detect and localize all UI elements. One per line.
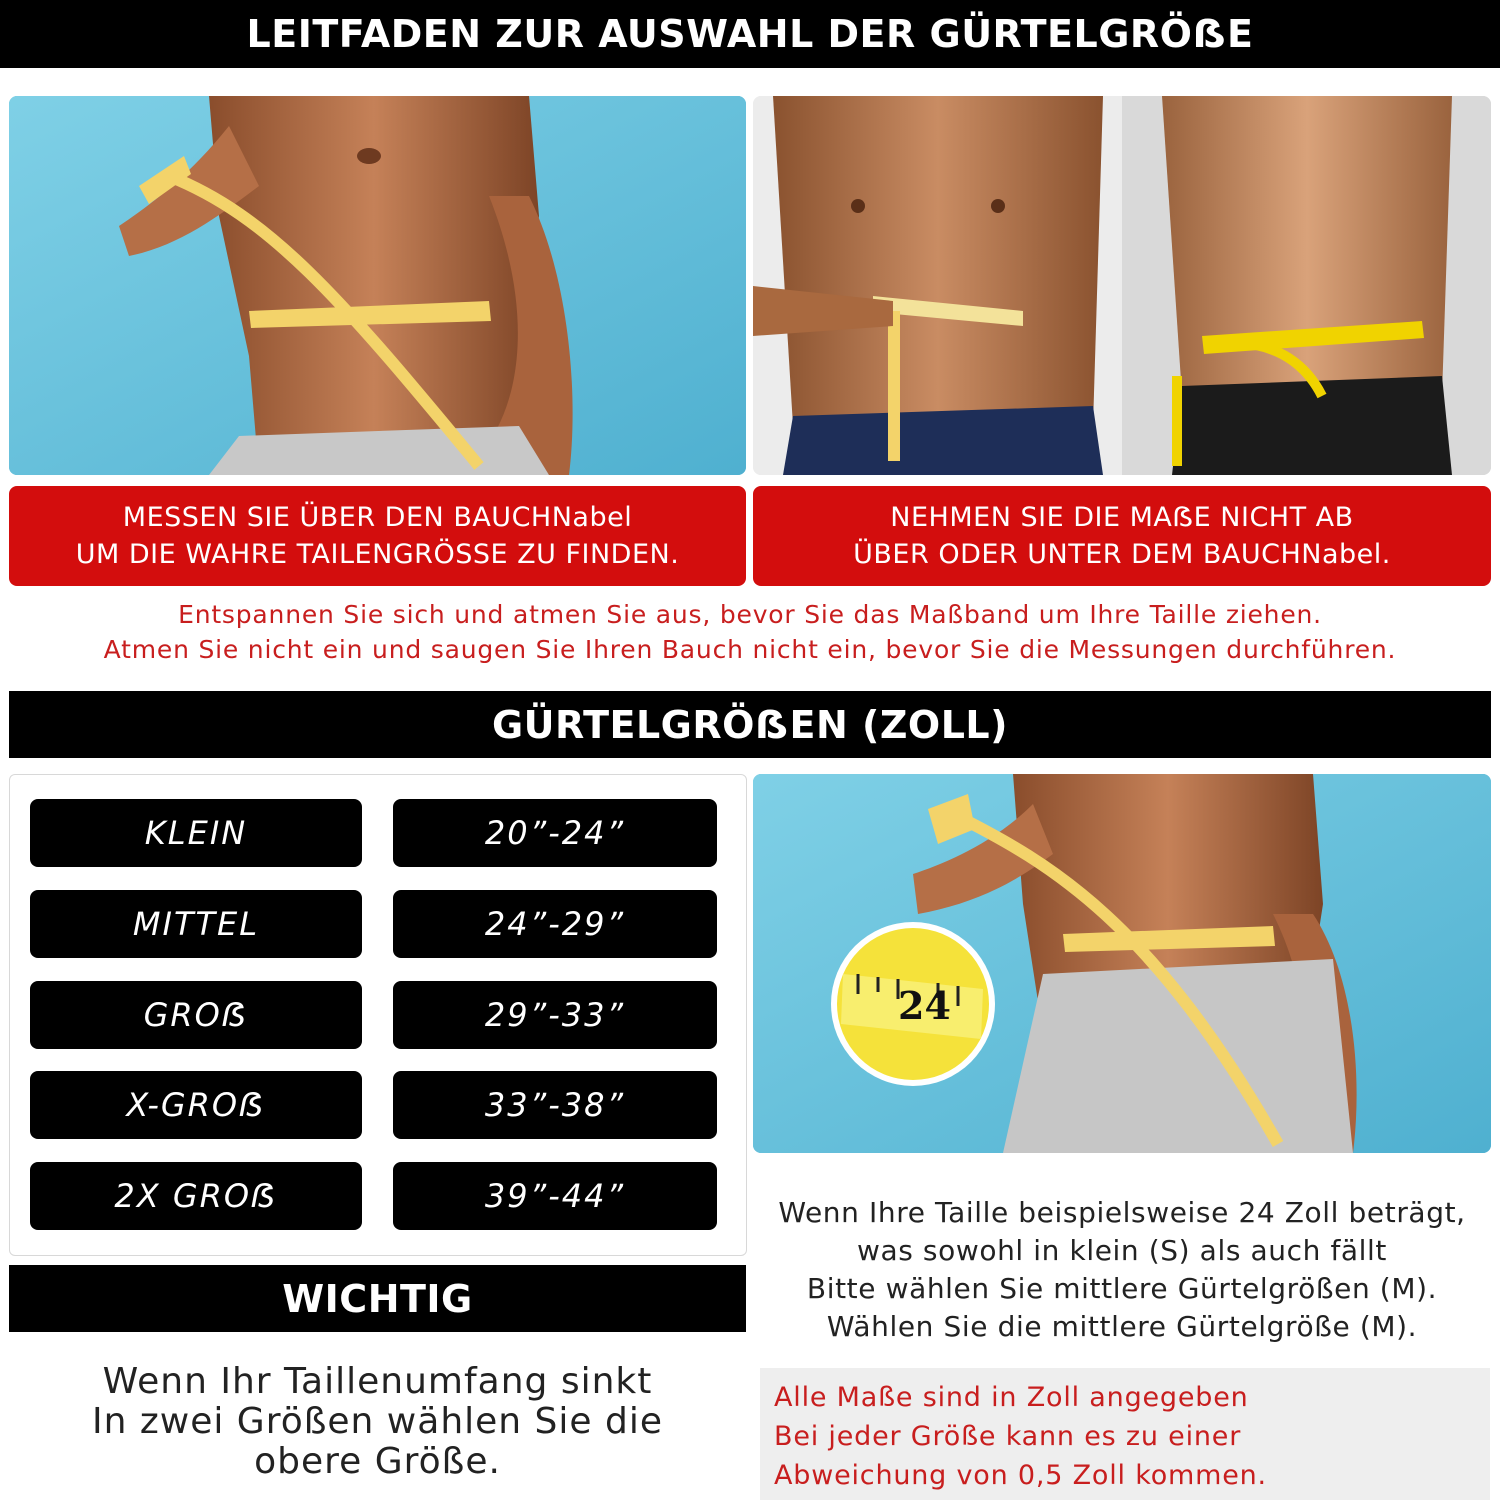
important-line-1: Wenn Ihr Taillenumfang sinkt xyxy=(102,1361,653,1402)
example-text xyxy=(753,1194,1491,1346)
instruction-right-line-1: NEHMEN SIE DIE MAẞE NICHT AB xyxy=(890,502,1354,533)
note-line-2: Bei jeder Größe kann es zu einer xyxy=(774,1421,1242,1452)
photo-measure-waist-right xyxy=(1122,96,1491,475)
note-line-3: Abweichung von 0,5 Zoll kommen. xyxy=(774,1460,1267,1491)
advice-line-1: Entspannen Sie sich und atmen Sie aus, bevor Sie das Maßband um Ihre Taille ziehen. xyxy=(178,600,1322,629)
size-range-klein: 20”-24” xyxy=(393,799,717,867)
instruction-left-line-2: UM DIE WAHRE TAILENGRÖSSE ZU FINDEN. xyxy=(75,539,680,570)
note-line-1: Alle Maße sind in Zoll angegeben xyxy=(774,1382,1249,1413)
important-banner xyxy=(9,1265,746,1332)
size-label-gross: GROẞ xyxy=(30,981,362,1049)
measurement-notes xyxy=(760,1368,1490,1500)
size-range-gross: 29”-33” xyxy=(393,981,717,1049)
example-line-3: Bitte wählen Sie mittlere Gürtelgrößen (M). xyxy=(806,1272,1438,1305)
example-line-4: Wählen Sie die mittlere Gürtelgröße (M). xyxy=(826,1310,1418,1343)
important-title: WICHTIG xyxy=(282,1276,473,1321)
example-line-1: Wenn Ihre Taille beispielsweise 24 Zoll beträgt, xyxy=(778,1196,1466,1229)
tape-zoom-number: 24 xyxy=(898,983,951,1028)
size-label-mittel: MITTEL xyxy=(30,890,362,958)
page-title: LEITFADEN ZUR AUSWAHL DER GÜRTELGRÖẞE xyxy=(246,12,1254,56)
advice-line-2: Atmen Sie nicht ein und saugen Sie Ihren Bauch nicht ein, bevor Sie die Messungen durchführen. xyxy=(103,635,1397,664)
sizes-section-banner xyxy=(9,691,1491,758)
size-label-klein: KLEIN xyxy=(30,799,362,867)
important-line-3: obere Größe. xyxy=(254,1441,501,1482)
important-text xyxy=(9,1362,746,1482)
size-range-2x-gross: 39”-44” xyxy=(393,1162,717,1230)
instruction-not-above-below-navel xyxy=(753,486,1491,586)
photo-measure-waist-middle xyxy=(753,96,1122,475)
header-banner xyxy=(0,0,1500,68)
size-range-mittel: 24”-29” xyxy=(393,890,717,958)
size-label-2x-gross: 2X GROẞ xyxy=(30,1162,362,1230)
sizes-section-title: GÜRTELGRÖẞEN (ZOLL) xyxy=(491,702,1008,747)
instruction-left-line-1: MESSEN SIE ÜBER DEN BAUCHNabel xyxy=(122,502,633,533)
example-line-2: was sowohl in klein (S) als auch fällt xyxy=(856,1234,1388,1267)
important-line-2: In zwei Größen wählen Sie die xyxy=(91,1401,663,1442)
photo-measure-waist-zoom xyxy=(753,774,1491,1153)
instruction-measure-above-navel xyxy=(9,486,746,586)
size-range-x-gross: 33”-38” xyxy=(393,1071,717,1139)
instruction-right-line-2: ÜBER ODER UNTER DEM BAUCHNabel. xyxy=(853,539,1391,570)
photo-measure-waist-left xyxy=(9,96,746,475)
size-label-x-gross: X-GROẞ xyxy=(30,1071,362,1139)
